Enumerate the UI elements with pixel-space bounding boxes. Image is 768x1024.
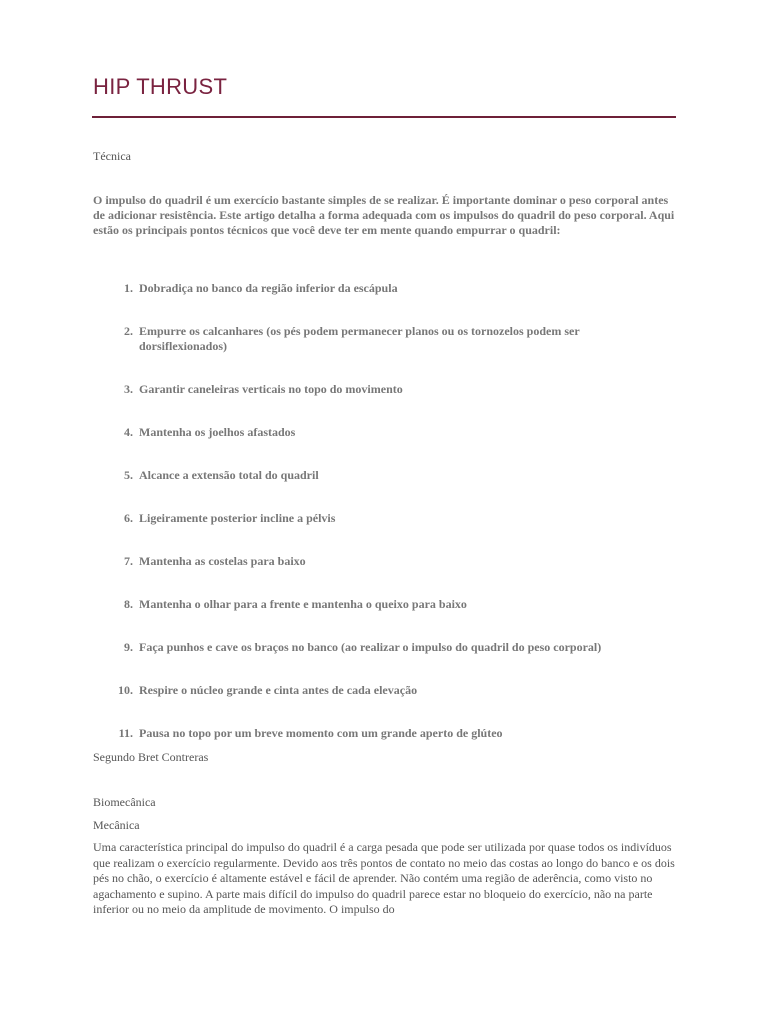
list-item (93, 468, 653, 483)
step-number: 11. (118, 726, 133, 740)
technique-steps-list (93, 281, 653, 741)
step-number: 1. (124, 281, 133, 295)
list-item (93, 324, 653, 354)
list-item (93, 726, 653, 741)
step-number: 6. (124, 511, 133, 525)
step-number: 4. (124, 425, 133, 439)
list-item (93, 683, 653, 698)
author-credit: Segundo Bret Contreras (93, 750, 209, 764)
step-text: Alcance a extensão total do quadril (139, 468, 319, 482)
step-number: 3. (124, 382, 133, 396)
mechanics-heading: Mecânica (93, 818, 140, 832)
step-text: Faça punhos e cave os braços no banco (ao realizar o impulso do quadril do peso corporal) (139, 640, 602, 654)
step-text: Mantenha os joelhos afastados (139, 425, 296, 439)
section-label: Técnica (93, 149, 131, 163)
list-item (93, 281, 653, 296)
list-item (93, 425, 653, 440)
step-number: 8. (124, 597, 133, 611)
biomechanics-heading: Biomecânica (93, 795, 156, 809)
step-number: 9. (124, 640, 133, 654)
mechanics-paragraph: Uma característica principal do impulso do quadril é a carga pesada que pode ser utilizada por quase todos os indivíduos que realizam o exercício regularmente. Devido aos três pontos de contato no meio das costas ao longo do banco e os dois pés no chão, o exercício é altamente estável e fácil de aprender. Não contém uma região de aderência, como visto no agachamento e supino. A parte mais difícil do impulso do quadril parece estar no bloqueio do exercício, não na parte inferior ou no meio da amplitude de movimento. O impulso do (93, 840, 675, 916)
step-text: Respire o núcleo grande e cinta antes de cada elevação (139, 683, 418, 697)
intro-paragraph: O impulso do quadril é um exercício bastante simples de se realizar. É importante dominar o peso corporal antes de adicionar resistência. Este artigo detalha a forma adequada com os impulsos do quadril do peso corporal. Aqui estão os principais pontos técnicos que você deve ter em mente quando empurrar o quadril: (93, 193, 675, 237)
step-text: Empurre os calcanhares (os pés podem permanecer planos ou os tornozelos podem ser dorsiflexionados) (139, 324, 580, 353)
step-number: 5. (124, 468, 133, 482)
step-text: Garantir caneleiras verticais no topo do movimento (139, 382, 403, 396)
page-title: HIP THRUST (93, 74, 228, 99)
list-item (93, 511, 653, 526)
step-text: Mantenha o olhar para a frente e mantenha o queixo para baixo (139, 597, 467, 611)
step-number: 2. (124, 324, 133, 338)
list-item (93, 597, 653, 612)
step-number: 10. (118, 683, 133, 697)
list-item (93, 554, 653, 569)
step-text: Mantenha as costelas para baixo (139, 554, 306, 568)
step-text: Dobradiça no banco da região inferior da escápula (139, 281, 398, 295)
list-item (93, 382, 653, 397)
list-item (93, 640, 653, 655)
step-number: 7. (124, 554, 133, 568)
title-divider (92, 116, 676, 118)
step-text: Ligeiramente posterior incline a pélvis (139, 511, 336, 525)
step-text: Pausa no topo por um breve momento com um grande aperto de glúteo (139, 726, 503, 740)
